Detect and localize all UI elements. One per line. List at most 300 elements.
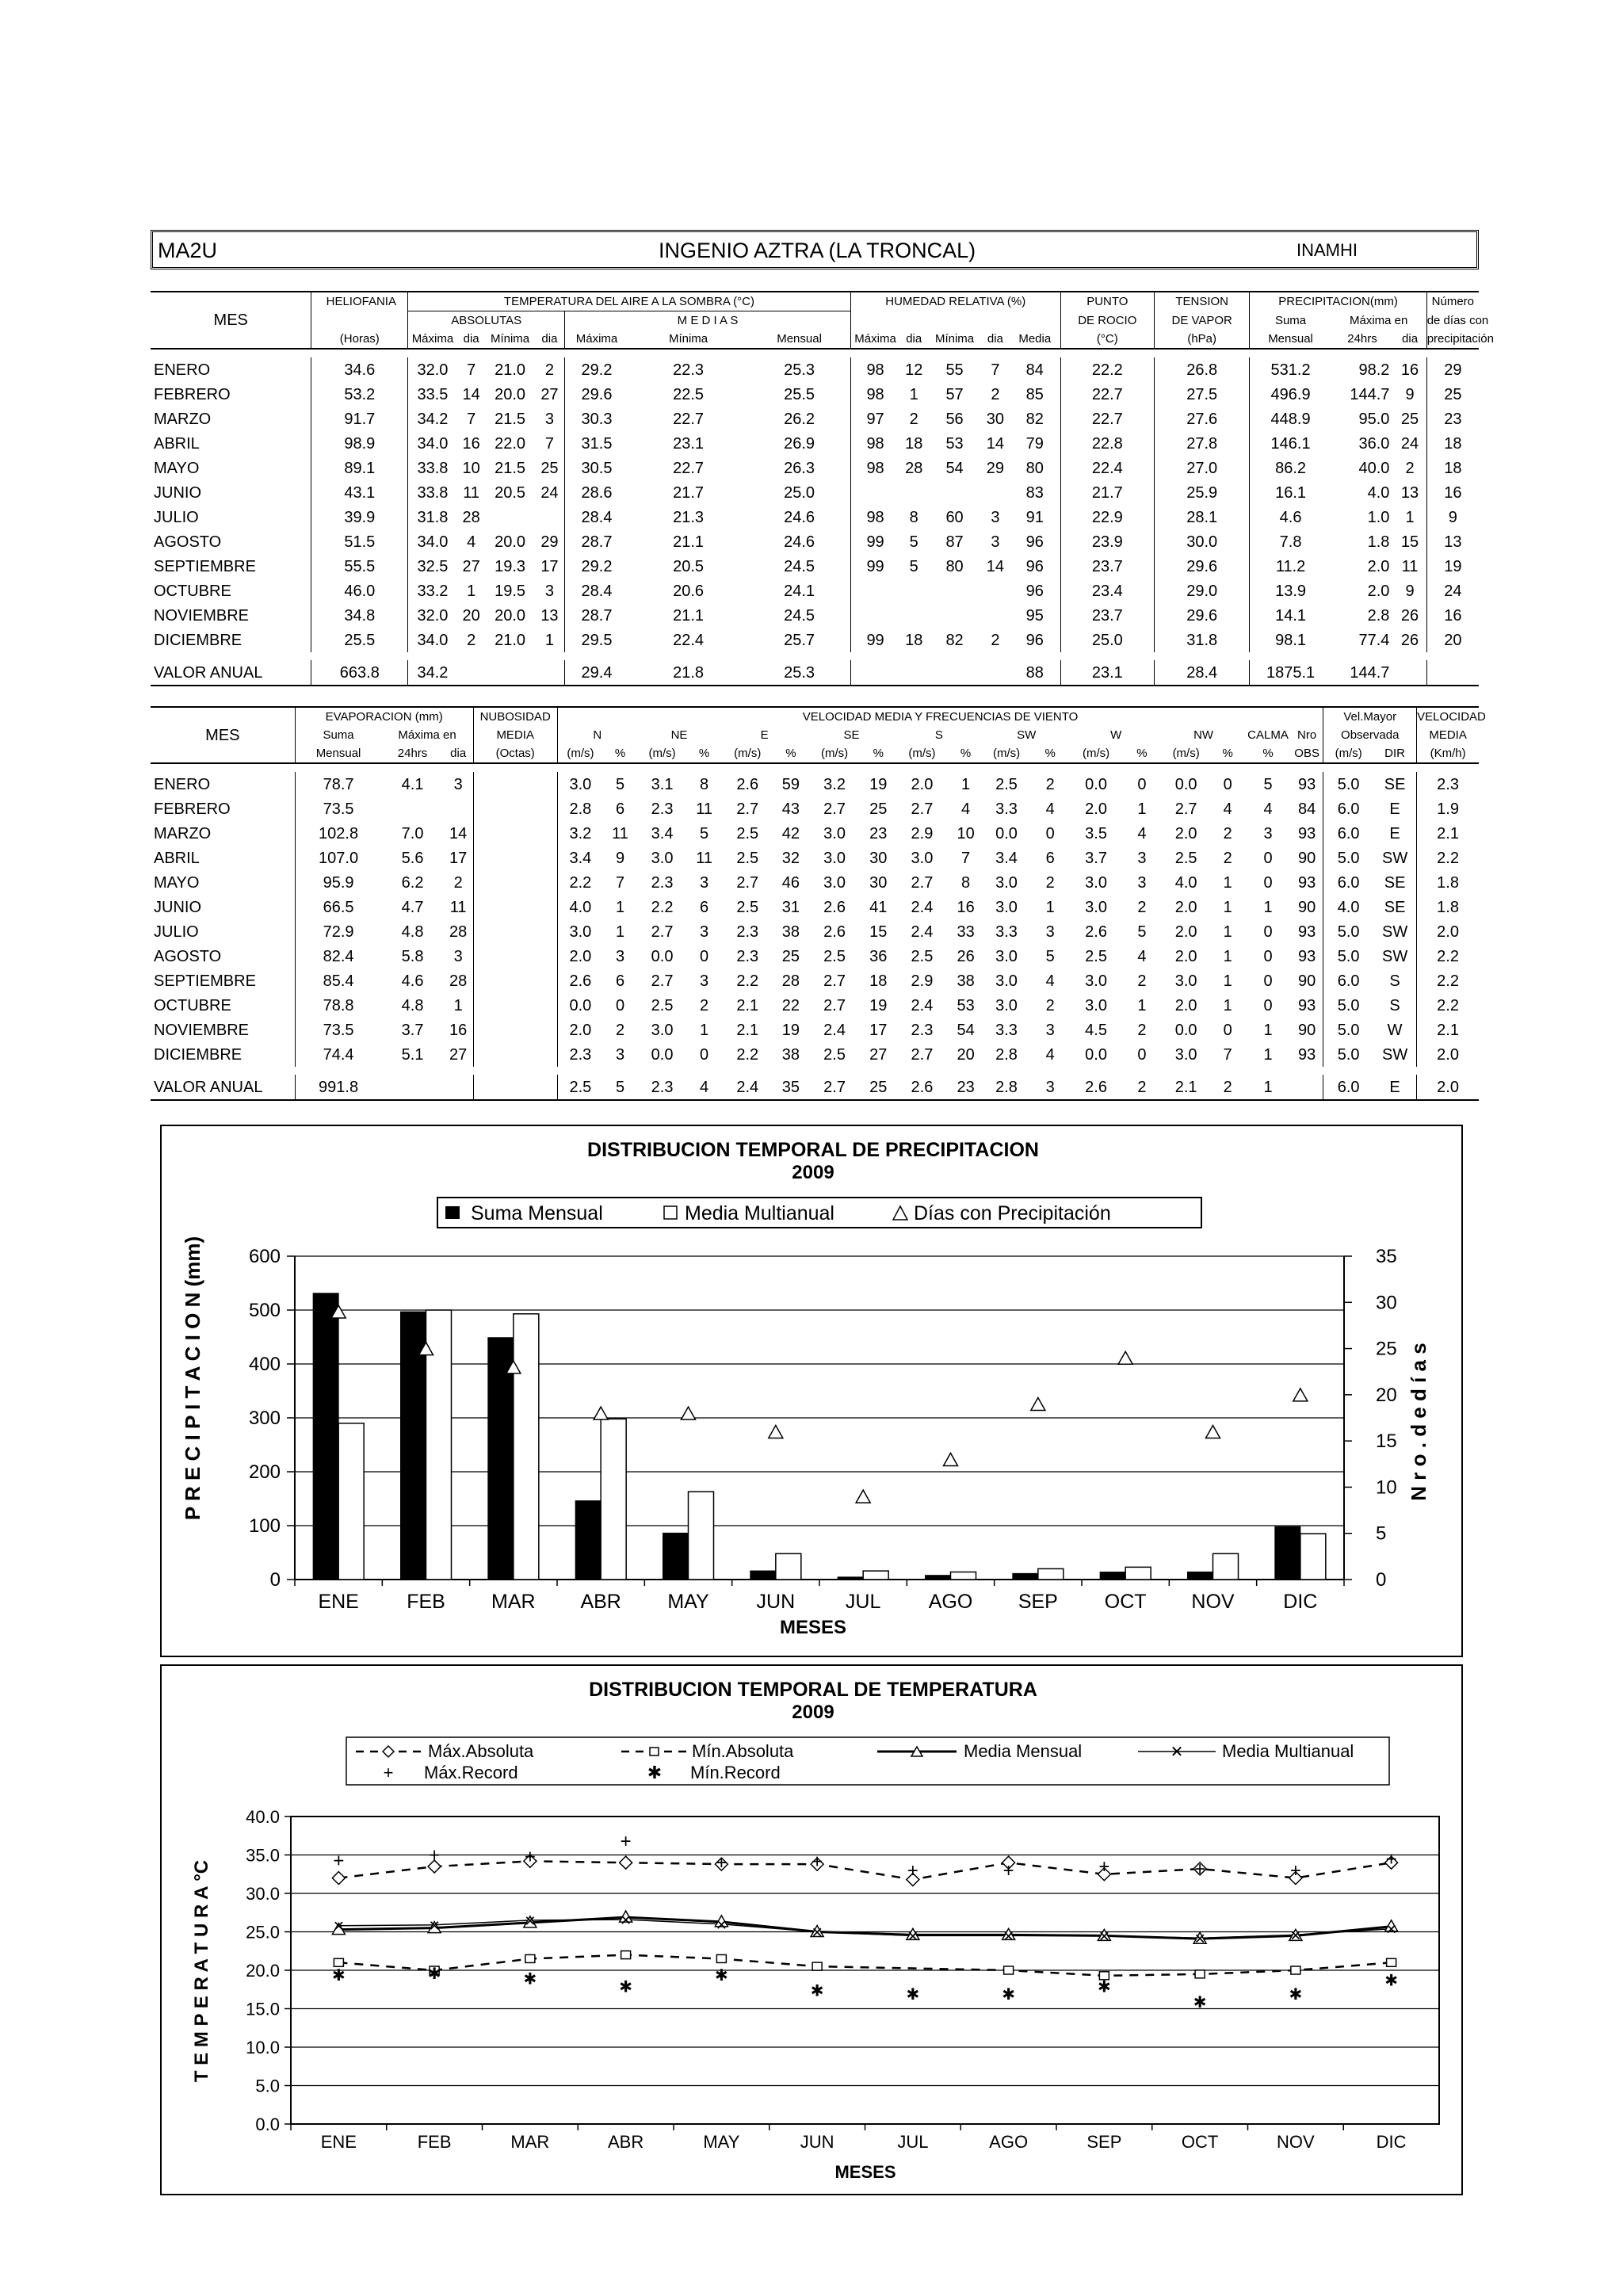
table-cell: 3.2 [823, 775, 846, 793]
table-cell [928, 603, 981, 628]
table-cell: 21.3 [673, 508, 705, 526]
table-cell: 74.4 [295, 1042, 381, 1067]
table-cell: 3.7 [1085, 849, 1107, 867]
table-cell: 5 [1045, 947, 1055, 965]
row-label: ABRIL [154, 849, 200, 867]
x-tick-label: ENE [318, 1591, 359, 1613]
table-cell: 91.7 [311, 407, 408, 431]
table-cell: 23.4 [1060, 579, 1154, 603]
point-min-record: ✱ [1097, 1978, 1111, 1996]
table-cell: 7 [991, 361, 1000, 379]
table-cell: 2.0 [1417, 1042, 1479, 1067]
table-cell: 1875.1 [1250, 660, 1331, 686]
table-cell: 1 [909, 385, 918, 403]
table-cell [928, 480, 981, 505]
row-label: JUNIO [154, 483, 201, 502]
table-cell: 3 [1137, 849, 1147, 867]
point-dias-precipitacion [944, 1453, 958, 1465]
table-cell: 13.9 [1250, 579, 1331, 603]
table-cell: 2.5 [736, 849, 759, 867]
table-cell: 25 [781, 947, 800, 965]
table-cell: 6.0 [1323, 797, 1373, 821]
table-cell: 33.5 [408, 382, 457, 407]
point-min-absoluta [334, 1958, 343, 1966]
y-tick-label: 40.0 [246, 1807, 280, 1827]
bar-suma-mensual [1100, 1572, 1125, 1580]
table-cell: 23.1 [1060, 660, 1154, 686]
table-cell: 5.0 [1323, 993, 1373, 1018]
t2-observada: Observada [1323, 726, 1417, 744]
table-cell: 1 [1223, 873, 1232, 892]
table-cell: 2.7 [911, 873, 934, 892]
legend-maxrec: Máx.Record [424, 1763, 518, 1782]
table-cell: 54 [945, 459, 964, 477]
table-cell: 33 [957, 923, 975, 941]
table-row [151, 456, 1479, 480]
table-cell: 29 [1426, 357, 1479, 382]
table-cell: 6.0 [1323, 821, 1373, 846]
table-cell: 2.0 [1417, 1075, 1479, 1100]
t2-h-dia: dia [444, 744, 474, 763]
table-cell: 2.7 [823, 972, 846, 990]
legend-maxabs: Máx.Absoluta [428, 1741, 534, 1761]
t1-h-max-media: Máxima [565, 330, 628, 349]
table-cell [850, 579, 899, 603]
precip-chart [162, 1126, 1461, 1656]
table-cell: 3.0 [995, 898, 1018, 916]
table-cell: 99 [850, 529, 899, 554]
table-cell: 24.5 [784, 557, 815, 575]
table-cell: 991.8 [295, 1075, 381, 1100]
precip-title: DISTRIBUCION TEMPORAL DE PRECIPITACION [587, 1139, 1039, 1161]
table-row [151, 628, 1479, 652]
row-label: NOVIEMBRE [154, 1021, 250, 1039]
row-label: MARZO [154, 410, 212, 428]
table-cell: 16 [449, 1021, 468, 1039]
row-label: OCTUBRE [154, 582, 231, 600]
table-cell: 86.2 [1250, 456, 1331, 480]
table-cell: 2.4 [911, 898, 934, 916]
table-cell: 34.8 [311, 603, 408, 628]
table-cell: 2.0 [1174, 824, 1197, 842]
table-cell: 31 [781, 898, 800, 916]
table-cell: 1 [1405, 508, 1415, 526]
table-cell: 1 [1223, 947, 1232, 965]
table-cell: 96 [1025, 557, 1044, 575]
t1-h-dia: dia [535, 330, 565, 349]
table-cell: 7 [467, 361, 476, 379]
bar-suma-mensual [926, 1576, 951, 1580]
t1-suma: Suma [1250, 311, 1331, 330]
t2-velmayor: Vel.Mayor [1323, 707, 1417, 726]
table-cell: 2.5 [823, 947, 846, 965]
table-row [151, 505, 1479, 529]
t1-h-precipitacion: precipitación [1426, 330, 1479, 349]
table-cell: 29.6 [1154, 603, 1250, 628]
table-cell: 2.9 [911, 824, 934, 842]
x-tick-label: FEB [407, 1591, 445, 1613]
table-cell: 22.2 [1060, 357, 1154, 382]
station-code: MA2U [158, 239, 218, 262]
table-cell: 31.5 [565, 431, 628, 456]
temp-title: DISTRIBUCION TEMPORAL DE TEMPERATURA [589, 1679, 1037, 1701]
table-cell: 4 [467, 533, 476, 551]
table-cell: 3.0 [995, 873, 1018, 892]
temp-ylabel: T E M P E R A T U R A °C [191, 1859, 212, 2083]
table-cell: 5 [603, 1075, 637, 1100]
table-cell: 102.8 [295, 821, 381, 846]
t2-media2: MEDIA [1417, 726, 1479, 744]
table-cell: 22.0 [495, 434, 526, 453]
table-cell: 0.0 [651, 947, 674, 965]
table-cell: 3.3 [995, 923, 1018, 941]
table-cell: 11.2 [1250, 554, 1331, 579]
y-tick-label: 25.0 [246, 1922, 280, 1943]
table-cell [981, 603, 1010, 628]
table-cell: 2 [1210, 1075, 1245, 1100]
table-cell [928, 660, 981, 686]
table-cell: E [1389, 800, 1400, 818]
table-cell: 2.3 [911, 1021, 934, 1039]
y-tick-label: 100 [248, 1515, 281, 1537]
table-cell: 2.2 [736, 972, 759, 990]
table-cell [444, 797, 474, 821]
table-cell [473, 797, 557, 821]
table-cell: 28.4 [565, 579, 628, 603]
t1-h-mensual: Mensual [748, 330, 850, 349]
table-cell: 1 [1245, 1075, 1291, 1100]
table-cell: 3.0 [823, 849, 846, 867]
point-dias-precipitacion [1206, 1425, 1220, 1438]
t1-horas: (Horas) [311, 330, 408, 349]
x-tick-label: ABR [608, 2132, 644, 2152]
point-min-record: ✱ [810, 1982, 824, 2000]
t1-h-dia: dia [1393, 330, 1426, 349]
table-cell: 1.8 [1417, 895, 1479, 919]
point-max-absoluta [332, 1872, 345, 1885]
table-cell: 3.0 [1085, 873, 1107, 892]
point-min-record: ✱ [714, 1966, 728, 1985]
t1-punto: PUNTO [1060, 292, 1154, 311]
table-cell: 30.5 [565, 456, 628, 480]
table-cell: 3.0 [557, 772, 603, 797]
table-cell: 33.2 [408, 579, 457, 603]
table-cell: 1.0 [1367, 508, 1390, 526]
table-cell: 0 [700, 1045, 709, 1064]
t1-mes-header: MES [213, 311, 248, 330]
table-cell [473, 870, 557, 895]
table-cell: 5 [1263, 775, 1273, 793]
table-cell [473, 821, 557, 846]
x-tick-label: JUL [897, 2132, 929, 2152]
table-cell: 82.4 [295, 944, 381, 968]
t1-h-hmax: Máxima [850, 330, 899, 349]
table-cell: 31.8 [1154, 628, 1250, 652]
table-cell: 22.7 [1060, 382, 1154, 407]
table-cell: 14 [986, 557, 1004, 575]
table-cell: 95 [1025, 606, 1044, 625]
table-cell: 20.0 [495, 606, 526, 625]
table-cell: 16 [462, 434, 480, 453]
table-cell: 40.0 [1358, 459, 1390, 477]
point-dias-precipitacion [1118, 1351, 1132, 1364]
table-cell: 31.8 [408, 505, 457, 529]
table-cell: 34.0 [408, 529, 457, 554]
table-cell: 2.3 [637, 1075, 687, 1100]
table-cell: 22 [781, 996, 800, 1014]
table-cell: 3 [1045, 923, 1055, 941]
table-cell: 11 [449, 898, 467, 916]
table-cell: 2 [615, 1021, 625, 1039]
table-cell: 2.5 [1174, 849, 1197, 867]
point-max-record: + [333, 1850, 345, 1872]
table-cell: 1 [1137, 996, 1147, 1014]
point-max-record: + [1002, 1859, 1014, 1881]
table-cell: 3.0 [823, 873, 846, 892]
table-cell: 30 [869, 873, 888, 892]
y2-tick-label: 10 [1376, 1477, 1397, 1499]
table-cell: 3.0 [995, 947, 1018, 965]
table-cell: 144.7 [1350, 385, 1390, 403]
table-cell: 3.2 [557, 821, 603, 846]
table-cell: 26 [1400, 606, 1419, 625]
t1-dias-con: de días con [1426, 311, 1479, 330]
table-cell: 29.6 [565, 382, 628, 407]
t2-h-ms: (m/s) [1070, 744, 1121, 763]
table-cell: 21.0 [495, 361, 526, 379]
table-cell: 9 [615, 849, 625, 867]
climate-table [151, 291, 1494, 686]
row-label: SEPTIEMBRE [154, 972, 256, 990]
point-max-record: + [1098, 1856, 1110, 1878]
t2-h-mensual: Mensual [295, 744, 381, 763]
table-cell: 34.0 [408, 431, 457, 456]
bar-suma-mensual [663, 1533, 689, 1580]
table-cell: W [1387, 1021, 1403, 1039]
table-cell: 2.6 [823, 898, 846, 916]
table-cell: 98 [850, 382, 899, 407]
table-cell: 25.5 [311, 628, 408, 652]
legend-swatch-media [664, 1206, 677, 1219]
table-cell: 96 [1025, 582, 1044, 600]
table-cell: 28.6 [565, 480, 628, 505]
table-cell: 42 [781, 824, 800, 842]
y2-tick-label: 15 [1376, 1431, 1397, 1453]
row-label: JULIO [154, 508, 199, 526]
table-cell: 25.5 [784, 385, 815, 403]
table-row [151, 968, 1479, 993]
table-cell: 91 [1025, 508, 1044, 526]
table-cell: 5.6 [401, 849, 424, 867]
precip-legend [437, 1198, 1201, 1228]
x-tick-label: AGO [989, 2132, 1029, 2152]
table-cell [535, 505, 565, 529]
table-cell: 2.7 [736, 800, 759, 818]
table-cell: 0.0 [557, 993, 603, 1018]
y-tick-label: 20.0 [246, 1961, 280, 1981]
table-cell: 3.5 [1085, 824, 1107, 842]
t1-absolutas: ABSOLUTAS [408, 311, 565, 330]
table-cell: 1 [1263, 1021, 1273, 1039]
t1-h-dia: dia [899, 330, 928, 349]
table-cell: 3.0 [1085, 972, 1107, 990]
precip-subtitle: 2009 [792, 1162, 834, 1183]
table-cell [535, 660, 565, 686]
table-cell: 1 [615, 898, 625, 916]
table-cell [473, 772, 557, 797]
table-cell: 77.4 [1358, 631, 1390, 649]
t1-humidity-header: HUMEDAD RELATIVA (%) [850, 292, 1060, 311]
table-cell: 2.6 [1085, 923, 1107, 941]
table-cell: S [1389, 996, 1400, 1014]
table-cell: 41 [869, 898, 888, 916]
table-cell: 29.2 [565, 357, 628, 382]
point-min-absoluta [1291, 1966, 1300, 1974]
row-label: OCTUBRE [154, 996, 231, 1014]
table-cell: 0 [1263, 947, 1273, 965]
table-cell: 13 [1400, 483, 1419, 502]
x-tick-label: SEP [1018, 1591, 1058, 1613]
table-cell: 2 [700, 996, 709, 1014]
table-cell: 27.8 [1154, 431, 1250, 456]
line-media-multianual [338, 1917, 1391, 1938]
table-cell: 79 [1025, 434, 1044, 453]
table-cell: 1.8 [1417, 870, 1479, 895]
table-cell: 2 [1045, 775, 1055, 793]
table-cell: 7 [961, 849, 971, 867]
table-row [151, 895, 1479, 919]
table-cell: 97 [850, 407, 899, 431]
table-cell: 2 [909, 410, 918, 428]
table-cell: 2.3 [736, 947, 759, 965]
t1-rocio: DE ROCIO [1060, 311, 1154, 330]
legend-swatch-suma [445, 1206, 460, 1219]
t2-h-pct: % [687, 744, 721, 763]
table-cell: 23 [949, 1075, 983, 1100]
table-cell: 34.2 [408, 407, 457, 431]
table-cell: 55 [945, 361, 964, 379]
table-cell: 2.2 [1417, 846, 1479, 870]
table-cell: 29.5 [565, 628, 628, 652]
bar-suma-mensual [838, 1577, 863, 1580]
table-cell [981, 579, 1010, 603]
table-cell: 1 [615, 923, 625, 941]
table-cell: 1.9 [1417, 797, 1479, 821]
table-cell: 2.4 [911, 996, 934, 1014]
table-cell: 98.2 [1358, 361, 1390, 379]
table-cell: 9 [1405, 385, 1415, 403]
table-cell: 19.5 [495, 582, 526, 600]
table-cell: 29.0 [1154, 579, 1250, 603]
table-cell: 53.2 [311, 382, 408, 407]
table-cell: 28 [449, 972, 468, 990]
table-row [151, 944, 1479, 968]
t1-h-hmedia: Media [1010, 330, 1060, 349]
table-cell: 2.6 [896, 1075, 949, 1100]
table-cell: 2.4 [911, 923, 934, 941]
table-cell: 2.8 [983, 1075, 1030, 1100]
table-cell: 16 [957, 898, 975, 916]
table-row [151, 554, 1479, 579]
table-cell: 2.5 [736, 898, 759, 916]
table-cell: 5.8 [401, 947, 424, 965]
x-tick-label: JUL [845, 1591, 881, 1613]
point-min-absoluta [1004, 1966, 1014, 1974]
table-cell: 15 [1400, 533, 1419, 551]
point-max-record: + [812, 1851, 823, 1873]
row-label: JUNIO [154, 898, 201, 916]
t2-h-24hrs: 24hrs [381, 744, 443, 763]
table-cell: 18 [1426, 456, 1479, 480]
t2-h-pct: % [1210, 744, 1245, 763]
y2-tick-label: 5 [1376, 1522, 1387, 1545]
legend-dias: Días con Precipitación [914, 1202, 1111, 1224]
table-cell: 87 [945, 533, 964, 551]
bar-media-multianual [689, 1492, 714, 1580]
table-cell: 1 [1263, 1045, 1273, 1064]
point-media-multianual: ✕ [1289, 1927, 1302, 1944]
bar-suma-mensual [313, 1293, 338, 1580]
table-cell: 28 [781, 972, 800, 990]
table-cell: 21.7 [673, 483, 705, 502]
point-media-multianual: ✕ [811, 1924, 823, 1941]
t1-rocio-unit: (°C) [1060, 330, 1154, 349]
table-row [151, 579, 1479, 603]
table-cell: 3.4 [557, 846, 603, 870]
point-min-absoluta [812, 1962, 822, 1970]
point-min-record: ✱ [427, 1965, 441, 1983]
table-cell: 2.3 [651, 800, 674, 818]
table-cell: 28 [462, 508, 480, 526]
table-cell: 22.7 [673, 459, 705, 477]
table-cell: 4 [961, 800, 971, 818]
y-tick-label: 300 [248, 1408, 281, 1429]
row-label: DICIEMBRE [154, 1045, 242, 1064]
table-cell [850, 480, 899, 505]
y-tick-label: 10.0 [246, 2038, 280, 2057]
table-cell: 22.8 [1060, 431, 1154, 456]
table-cell: 0 [1223, 1021, 1232, 1039]
bar-media-multianual [776, 1553, 801, 1580]
table-cell: 19 [781, 1021, 800, 1039]
point-min-record: ✱ [523, 1970, 537, 1988]
table-cell: 27 [869, 1045, 888, 1064]
point-min-record: ✱ [1193, 1993, 1207, 2011]
x-tick-label: MAY [703, 2132, 740, 2152]
table-cell: 98.9 [311, 431, 408, 456]
table-cell: S [1389, 972, 1400, 990]
x-tick-label: DIC [1283, 1591, 1318, 1613]
point-max-record: + [1289, 1859, 1301, 1881]
table-cell: 2.0 [1174, 996, 1197, 1014]
table-row [151, 529, 1479, 554]
table-cell [473, 1018, 557, 1042]
x-tick-label: SEP [1086, 2132, 1122, 2152]
t2-max-en: Máxima en [398, 728, 456, 742]
table-cell: 26.2 [784, 410, 815, 428]
table-cell: 4.0 [557, 895, 603, 919]
temp-legend [346, 1737, 1389, 1785]
table-cell: 38 [781, 1045, 800, 1064]
table-cell: 27 [462, 557, 480, 575]
point-media-multianual: ✕ [1098, 1928, 1110, 1945]
point-max-absoluta [620, 1856, 632, 1869]
table-cell: 2.0 [557, 1018, 603, 1042]
table-cell: 96 [1025, 631, 1044, 649]
row-label: VALOR ANUAL [151, 1075, 295, 1100]
table-cell: 99 [850, 554, 899, 579]
table-cell: 15 [869, 923, 888, 941]
